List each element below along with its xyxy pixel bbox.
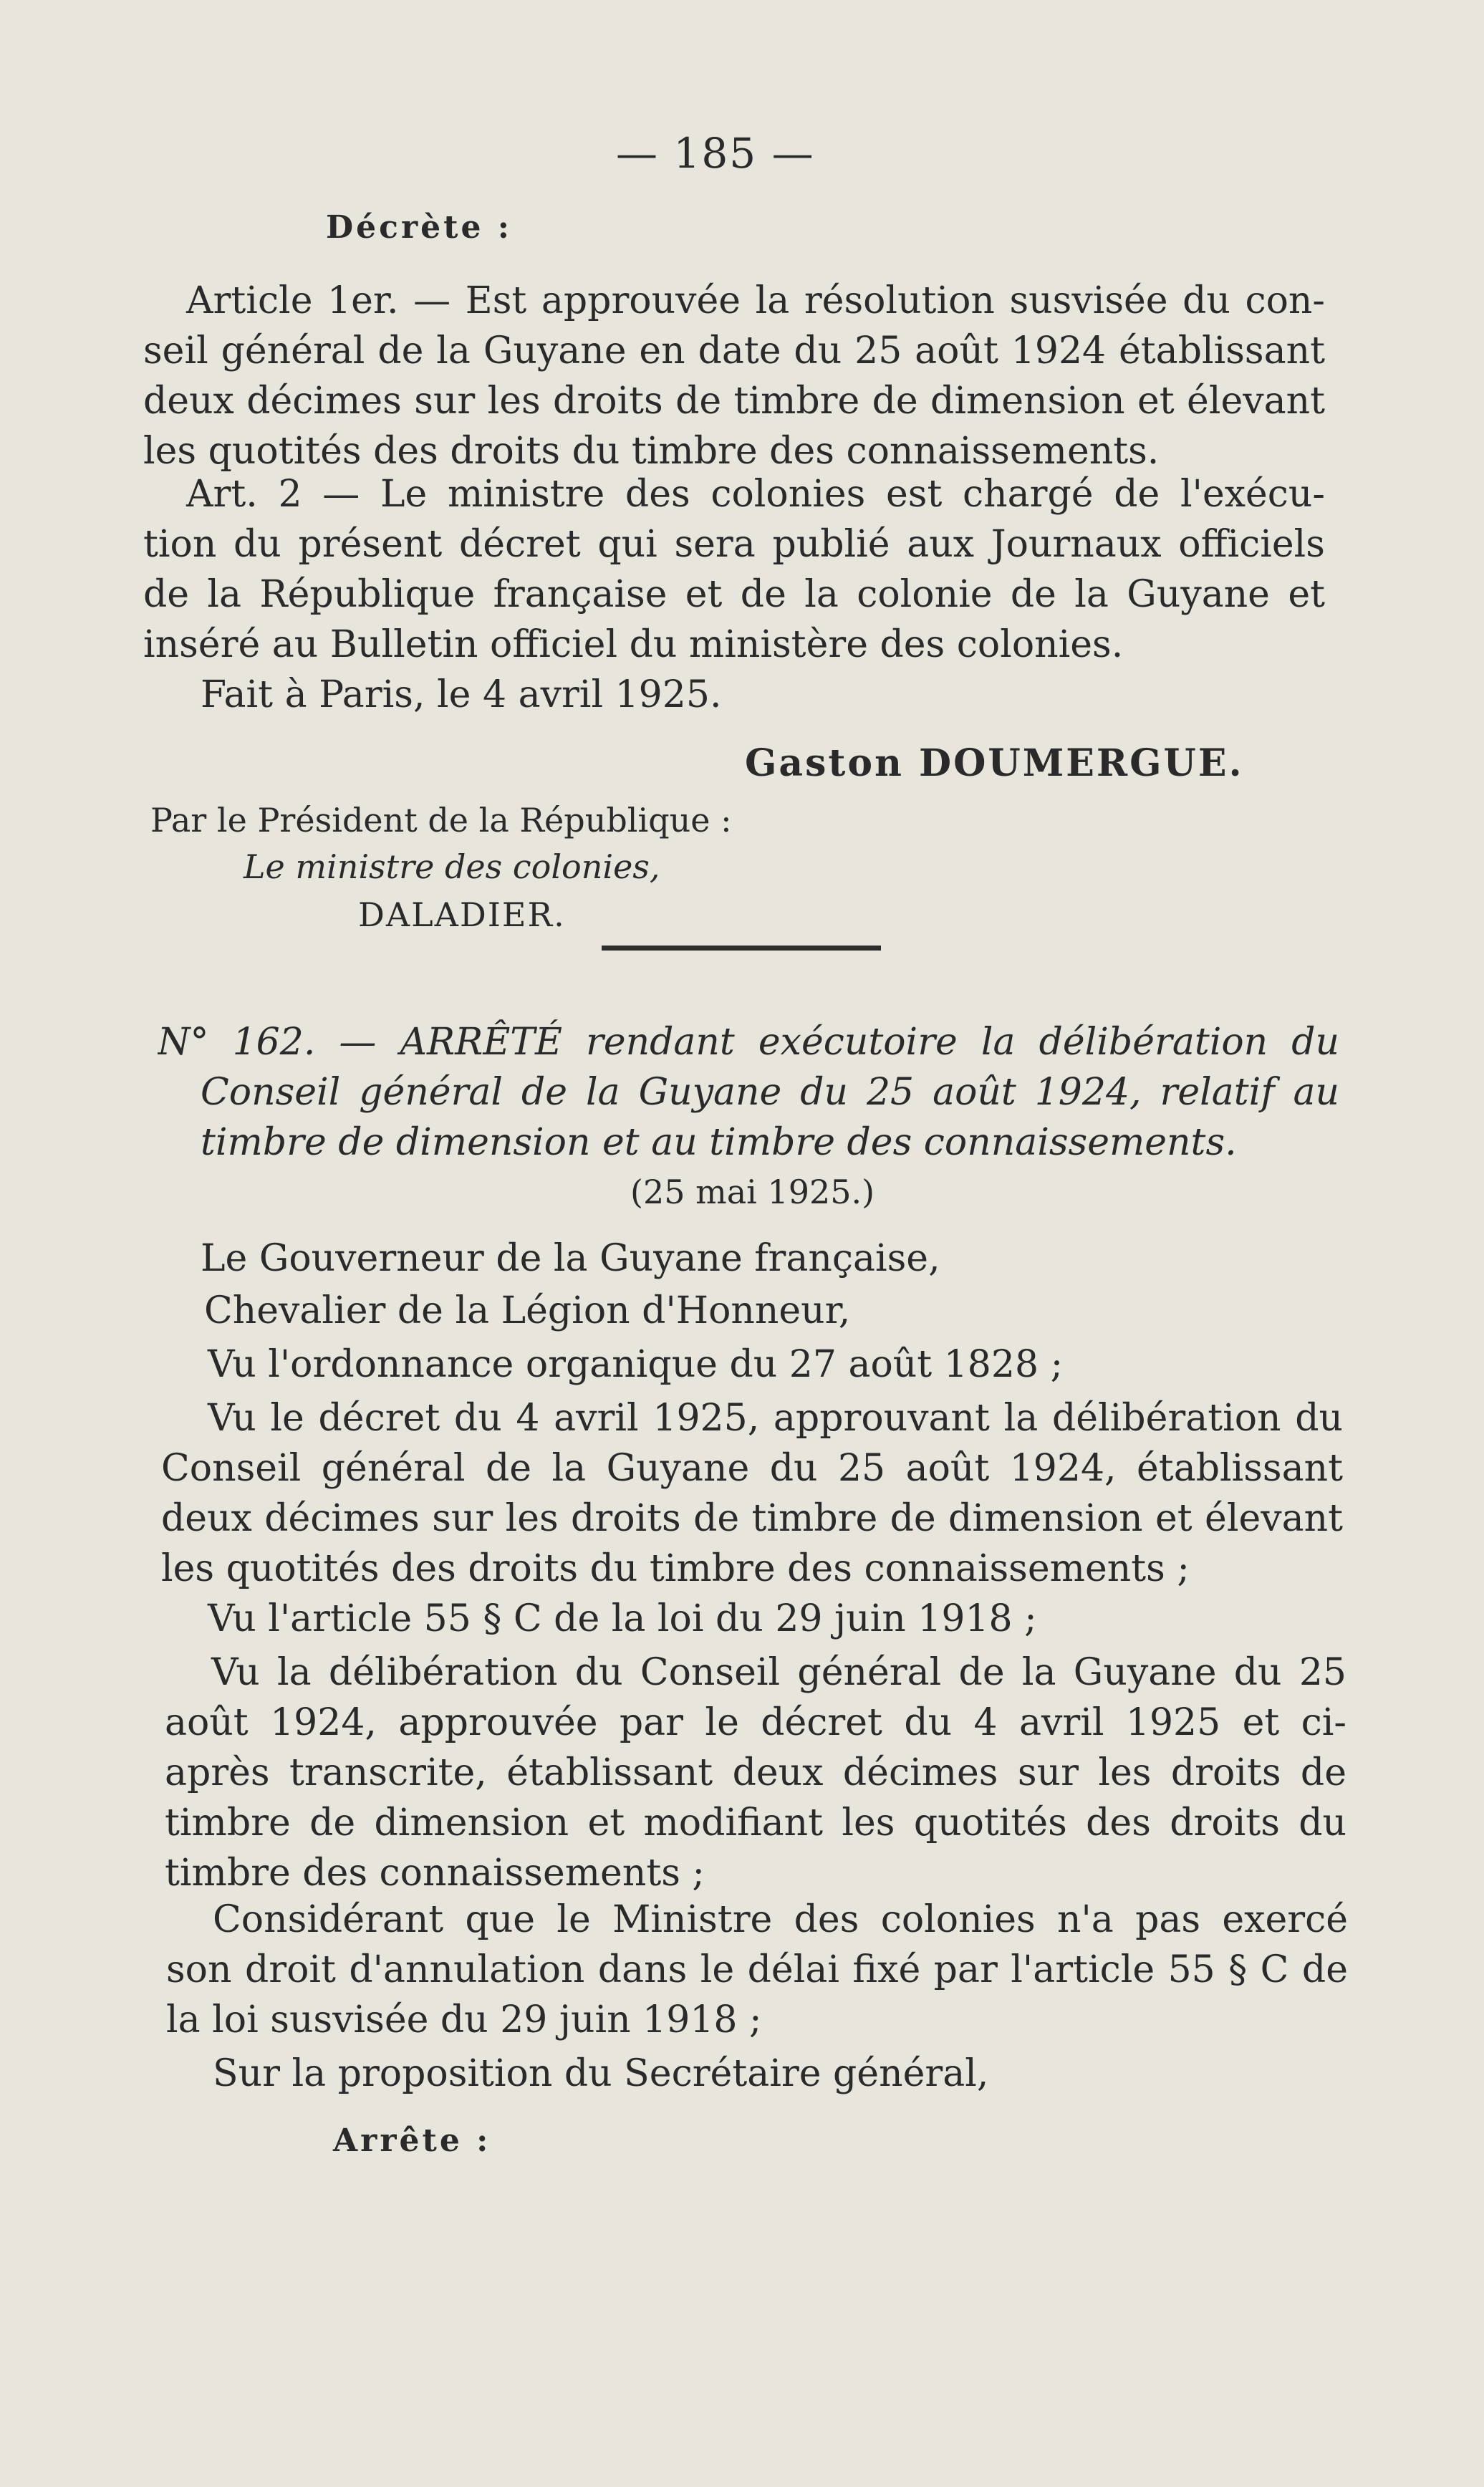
text-line: tion du présent décret qui sera publié aux Journaux officiels: [143, 523, 1325, 566]
text-line: les quotités des droits du timbre des connaissements ;: [161, 1547, 1190, 1590]
vu-decret: [161, 1393, 1343, 1594]
text-line: Vu le décret du 4 avril 1925, approuvant la délibération du: [208, 1397, 1343, 1440]
article-2: [143, 469, 1325, 670]
by-president: Par le Président de la République :: [150, 801, 732, 840]
text-line: inséré au Bulletin officiel du ministère des colonies.: [143, 623, 1124, 666]
text-line: août 1924, approuvée par le décret du 4 avril 1925 et ci-: [165, 1701, 1346, 1744]
text-line: Conseil général de la Guyane du 25 août 1924, établissant: [161, 1447, 1343, 1490]
vu-article: Vu l'article 55 § C de la loi du 29 juin 1918 ;: [208, 1597, 1037, 1640]
text-line: la loi susvisée du 29 juin 1918 ;: [166, 1998, 762, 2041]
vu-deliberation: [165, 1647, 1346, 1898]
arrete-date: (25 mai 1925.): [630, 1173, 875, 1211]
text-line: Art. 2 — Le ministre des colonies est chargé de l'exécu-: [186, 473, 1325, 516]
decree-heading: Décrète :: [326, 209, 512, 246]
arrete-title: [158, 1017, 1339, 1168]
text-line: timbre de dimension et au timbre des connaissements.: [201, 1121, 1237, 1164]
text-line: Article 1er. — Est approuvée la résolution susvisée du con-: [186, 279, 1325, 322]
text-line: son droit d'annulation dans le délai fixé par l'article 55 § C de: [166, 1948, 1348, 1991]
text-line: Vu la délibération du Conseil général de la Guyane du 25: [211, 1651, 1346, 1694]
text-line: après transcrite, établissant deux décimes sur les droits de: [165, 1751, 1346, 1794]
page-number: — 185 —: [616, 129, 815, 178]
text-line: deux décimes sur les droits de timbre de dimension et élevant: [161, 1497, 1343, 1540]
text-line: Conseil général de la Guyane du 25 août 1924, relatif au: [201, 1071, 1339, 1114]
proposition-line: Sur la proposition du Secrétaire général,: [213, 2052, 989, 2095]
chevalier-line: Chevalier de la Légion d'Honneur,: [204, 1289, 851, 1332]
decree-date: Fait à Paris, le 4 avril 1925.: [201, 673, 722, 716]
text-line: deux décimes sur les droits de timbre de dimension et élevant: [143, 380, 1325, 423]
minister-title: Le ministre des colonies,: [244, 847, 660, 886]
article-1: [143, 276, 1325, 476]
text-line: N° 162. — ARRÊTÉ rendant exécutoire la délibération du: [158, 1021, 1339, 1064]
text-line: seil général de la Guyane en date du 25 août 1924 établissant: [143, 329, 1325, 372]
considerant: [166, 1895, 1348, 2045]
signatory: Gaston DOUMERGUE.: [745, 741, 1244, 785]
vu-ordonnance: Vu l'ordonnance organique du 27 août 1828 ;: [208, 1343, 1064, 1386]
separator-rule: [602, 946, 881, 951]
text-line: Considérant que le Ministre des colonies n'a pas exercé: [213, 1898, 1348, 1941]
governor-line: Le Gouverneur de la Guyane française,: [201, 1237, 940, 1280]
minister-name: DALADIER.: [358, 895, 566, 934]
text-line: les quotités des droits du timbre des connaissements.: [143, 430, 1160, 473]
text-line: timbre de dimension et modifiant les quotités des droits du: [165, 1801, 1346, 1844]
text-line: de la République française et de la colonie de la Guyane et: [143, 573, 1325, 616]
text-line: timbre des connaissements ;: [165, 1852, 705, 1895]
arrete-heading: Arrête :: [333, 2122, 491, 2159]
